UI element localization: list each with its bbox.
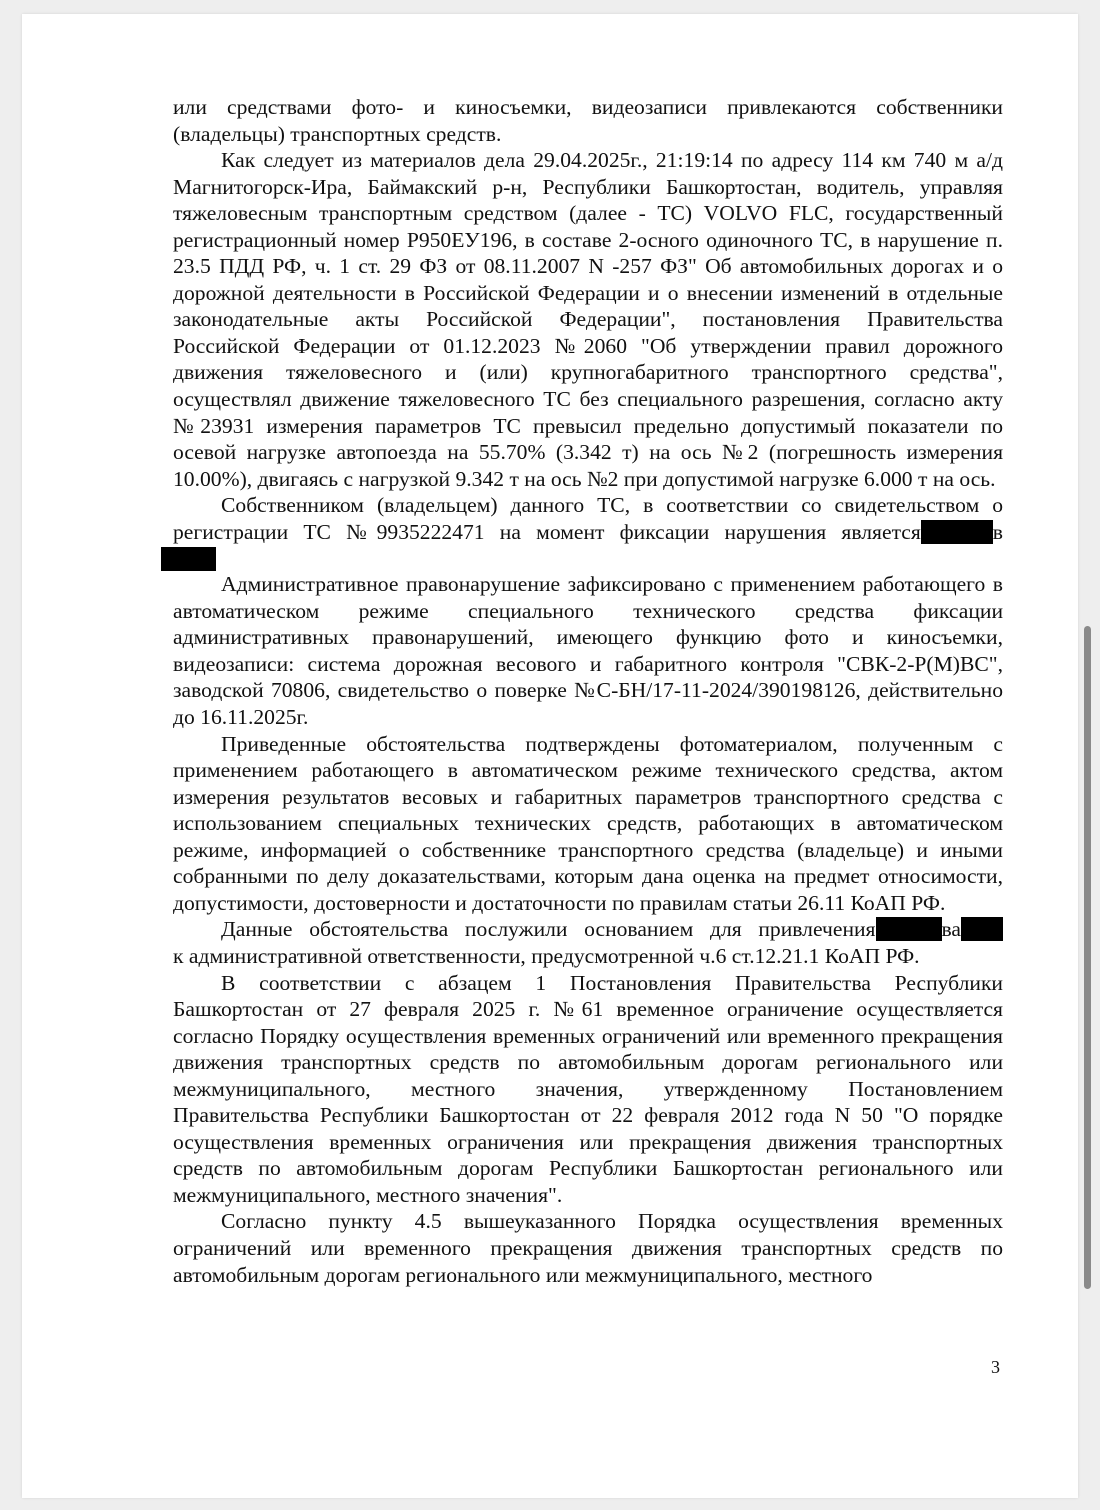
paragraph-1: или средствами фото- и киносъемки, видеозаписи привлекаются собственники (владельцы) транспортных средств. bbox=[173, 95, 1003, 146]
paragraph-2: Как следует из материалов дела 29.04.2025г., 21:19:14 по адресу 114 км 740 м а/д Магнитогорск-Ира, Баймакский р-н, Республики Башкортостан, водитель, управляя тяжеловесным транспортным средством (далее - ТС) VOLVO FLC, государственный регистрационный номер Р950ЕУ196, в составе 2-осного одиночного ТС, в нарушение п. 23.5 ПДД РФ, ч. 1 ст. 29 ФЗ от 08.11.2007 N -257 ФЗ" Об автомобильных дорогах и о дорожной деятельности в Российской Федерации и о внесении изменений в отдельные законодательные акты Российской Федерации", постановления Правительства Российской Федерации от 01.12.2023 №2060 "Об утверждении правил дорожного движения тяжеловесного и (или) крупногабаритного транспортного средства", осуществлял движение тяжеловесного ТС без специального разрешения, согласно акту №23931 измерения параметров ТС превысил предельно допустимый показатели по осевой нагрузке автопоезда на 55.70% (3.342 т) на ось №2 (погрешность измерения 10.00%), двигаясь с нагрузкой 9.342 т на ось №2 при допустимой нагрузке 6.000 т на ось. bbox=[173, 148, 1003, 491]
scrollbar-thumb[interactable] bbox=[1084, 626, 1091, 1289]
document-page bbox=[22, 14, 1078, 1498]
redaction-fragment: в bbox=[992, 519, 1003, 544]
page-number: 3 bbox=[991, 1357, 1000, 1377]
redaction-block bbox=[876, 917, 942, 941]
paragraph-owner bbox=[173, 492, 1003, 545]
redaction-block bbox=[161, 547, 216, 571]
redaction-block bbox=[961, 917, 1003, 941]
document-text bbox=[173, 94, 1003, 1288]
paragraph-4: Административное правонарушение зафиксировано с применением работающего в автоматическом режиме специального технического средства фиксации административных правонарушений, имеющего функцию фото и киносъемки, видеозаписи: система дорожная весового и габаритного контроля "СВК-2-Р(М)ВС", заводской 70806, свидетельство о поверке №С-БН/17-11-2024/390198126, действительно до 16.11.2025г. bbox=[173, 572, 1003, 730]
paragraph-6 bbox=[173, 916, 1003, 943]
paragraph-6-text: Данные обстоятельства послужили основанием для привлечения bbox=[221, 917, 876, 942]
redaction-fragment: ва bbox=[941, 917, 961, 942]
paragraph-8: В соответствии с абзацем 1 Постановления Правительства Республики Башкортостан от 27 февраля 2025 г. №61 временное ограничение осуществляется согласно Порядку осуществления временных ограничений или временного прекращения движения транспортных средств по автомобильным дорогам регионального или межмуниципального, местного значения, утвержденному Постановлением Правительства Республики Башкортостан от 22 февраля 2012 года N 50 "О порядке осуществления временных ограничения или прекращения движения транспортных средств по автомобильным дорогам Республики Башкортостан регионального или межмуниципального, местного значения". bbox=[173, 970, 1003, 1207]
paragraph-9: Согласно пункту 4.5 вышеуказанного Порядка осуществления временных ограничений или временного прекращения движения транспортных средств по автомобильным дорогам регионального или межмуниципального, местного bbox=[173, 1209, 1003, 1287]
redaction-block bbox=[921, 520, 993, 544]
owner-text: Собственником (владельцем) данного ТС, в соответствии со свидетельством о регистрации ТС №9935222471 на момент фиксации нарушения является bbox=[173, 493, 1003, 544]
paragraph-5: Приведенные обстоятельства подтверждены фотоматериалом, полученным с применением работающего в автоматическом режиме технического средства, актом измерения результатов весовых и габаритных параметров транспортного средства с использованием специальных технических средств, работающих в автоматическом режиме, информацией о собственнике транспортного средства (владельце) и иными собранными по делу доказательствами, которым дана оценка на предмет относимости, допустимости, достоверности и достаточности по правилам статьи 26.11 КоАП РФ. bbox=[173, 731, 1003, 915]
paragraph-7: к административной ответственности, предусмотренной ч.6 ст.12.21.1 КоАП РФ. bbox=[173, 943, 920, 968]
